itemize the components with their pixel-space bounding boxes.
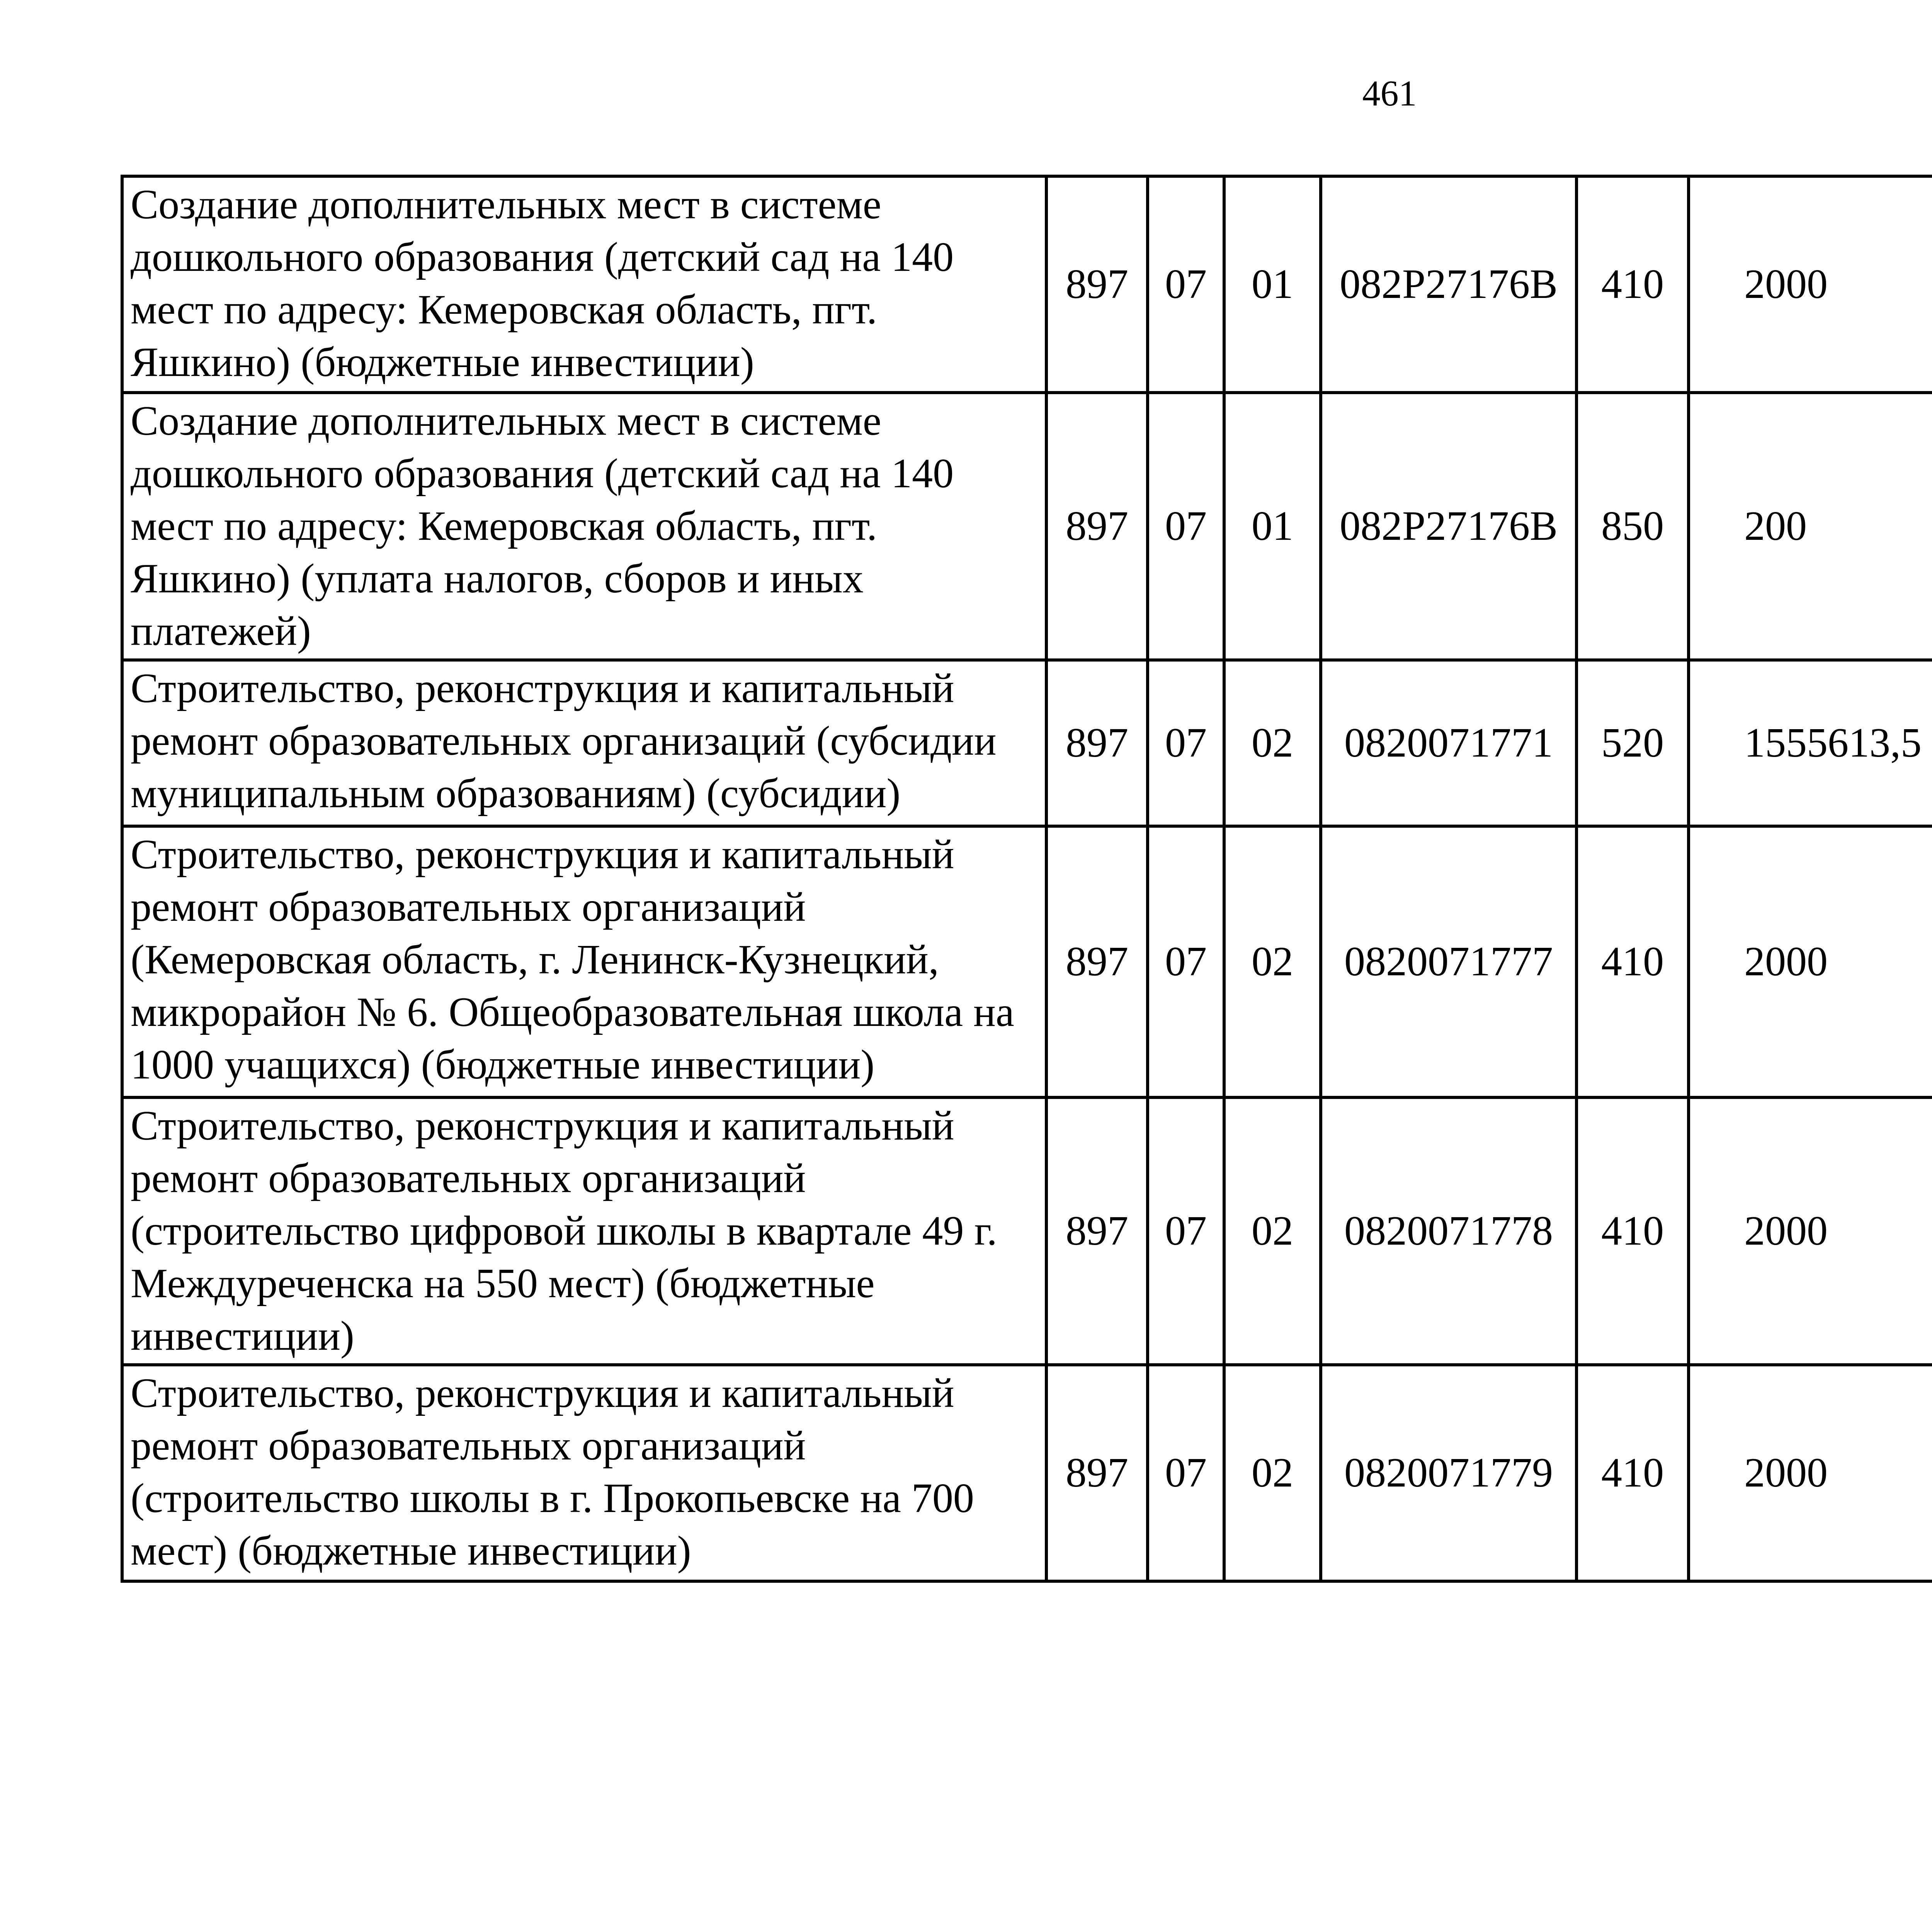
- expense-type-code: 410: [1577, 826, 1689, 1097]
- section-code: 07: [1148, 176, 1224, 393]
- section-code: 07: [1148, 826, 1224, 1097]
- table-row: [122, 826, 1932, 1097]
- expense-type-code: 520: [1577, 660, 1689, 826]
- table-row: [122, 1097, 1932, 1365]
- row-description: Строительство, реконструкция и капитальный ремонт образовательных организаций (Кемеровская область, г. Ленинск-Кузнецкий, микрорайон № 6. Общеобразовательная школа на 1000 учащихся) (бюджетные инвестиции): [122, 826, 1046, 1097]
- subsection-code: 02: [1224, 1365, 1321, 1581]
- row-description: Создание дополнительных мест в системе дошкольного образования (детский сад на 140 мест по адресу: Кемеровская область, пгт. Яшкино) (уплата налогов, сборов и иных платежей): [122, 393, 1046, 660]
- subsection-code: 02: [1224, 1097, 1321, 1365]
- row-description: Строительство, реконструкция и капитальный ремонт образовательных организаций (строительство цифровой школы в квартале 49 г. Междуреченска на 550 мест) (бюджетные инвестиции): [122, 1097, 1046, 1365]
- subsection-code: 01: [1224, 393, 1321, 660]
- target-code: 0820071778: [1321, 1097, 1577, 1365]
- table-row: [122, 1365, 1932, 1581]
- subsection-code: 01: [1224, 176, 1321, 393]
- target-code: 082P27176B: [1321, 176, 1577, 393]
- amount-year-1: 2000: [1689, 826, 1932, 1097]
- row-description: Создание дополнительных мест в системе дошкольного образования (детский сад на 140 мест по адресу: Кемеровская область, пгт. Яшкино) (бюджетные инвестиции): [122, 176, 1046, 393]
- gov-code: 897: [1046, 660, 1148, 826]
- target-code: 0820071779: [1321, 1365, 1577, 1581]
- target-code: 0820071771: [1321, 660, 1577, 826]
- target-code: 0820071777: [1321, 826, 1577, 1097]
- budget-table: [121, 175, 1932, 1583]
- gov-code: 897: [1046, 393, 1148, 660]
- amount-year-1: 200: [1689, 393, 1932, 660]
- expense-type-code: 850: [1577, 393, 1689, 660]
- section-code: 07: [1148, 1097, 1224, 1365]
- amount-year-1: 2000: [1689, 1097, 1932, 1365]
- gov-code: 897: [1046, 176, 1148, 393]
- amount-year-1: 2000: [1689, 1365, 1932, 1581]
- table-row: [122, 660, 1932, 826]
- amount-year-1: 2000: [1689, 176, 1932, 393]
- page-number: 461: [1362, 73, 1417, 114]
- section-code: 07: [1148, 393, 1224, 660]
- gov-code: 897: [1046, 1097, 1148, 1365]
- gov-code: 897: [1046, 826, 1148, 1097]
- subsection-code: 02: [1224, 660, 1321, 826]
- row-description: Строительство, реконструкция и капитальный ремонт образовательных организаций (строительство школы в г. Прокопьевске на 700 мест) (бюджетные инвестиции): [122, 1365, 1046, 1581]
- section-code: 07: [1148, 660, 1224, 826]
- row-description: Строительство, реконструкция и капитальный ремонт образовательных организаций (субсидии муниципальным образованиям) (субсидии): [122, 660, 1046, 826]
- subsection-code: 02: [1224, 826, 1321, 1097]
- expense-type-code: 410: [1577, 176, 1689, 393]
- amount-year-1: 1555613,5: [1689, 660, 1932, 826]
- section-code: 07: [1148, 1365, 1224, 1581]
- expense-type-code: 410: [1577, 1097, 1689, 1365]
- table-row: [122, 393, 1932, 660]
- expense-type-code: 410: [1577, 1365, 1689, 1581]
- target-code: 082P27176B: [1321, 393, 1577, 660]
- gov-code: 897: [1046, 1365, 1148, 1581]
- table-row: [122, 176, 1932, 393]
